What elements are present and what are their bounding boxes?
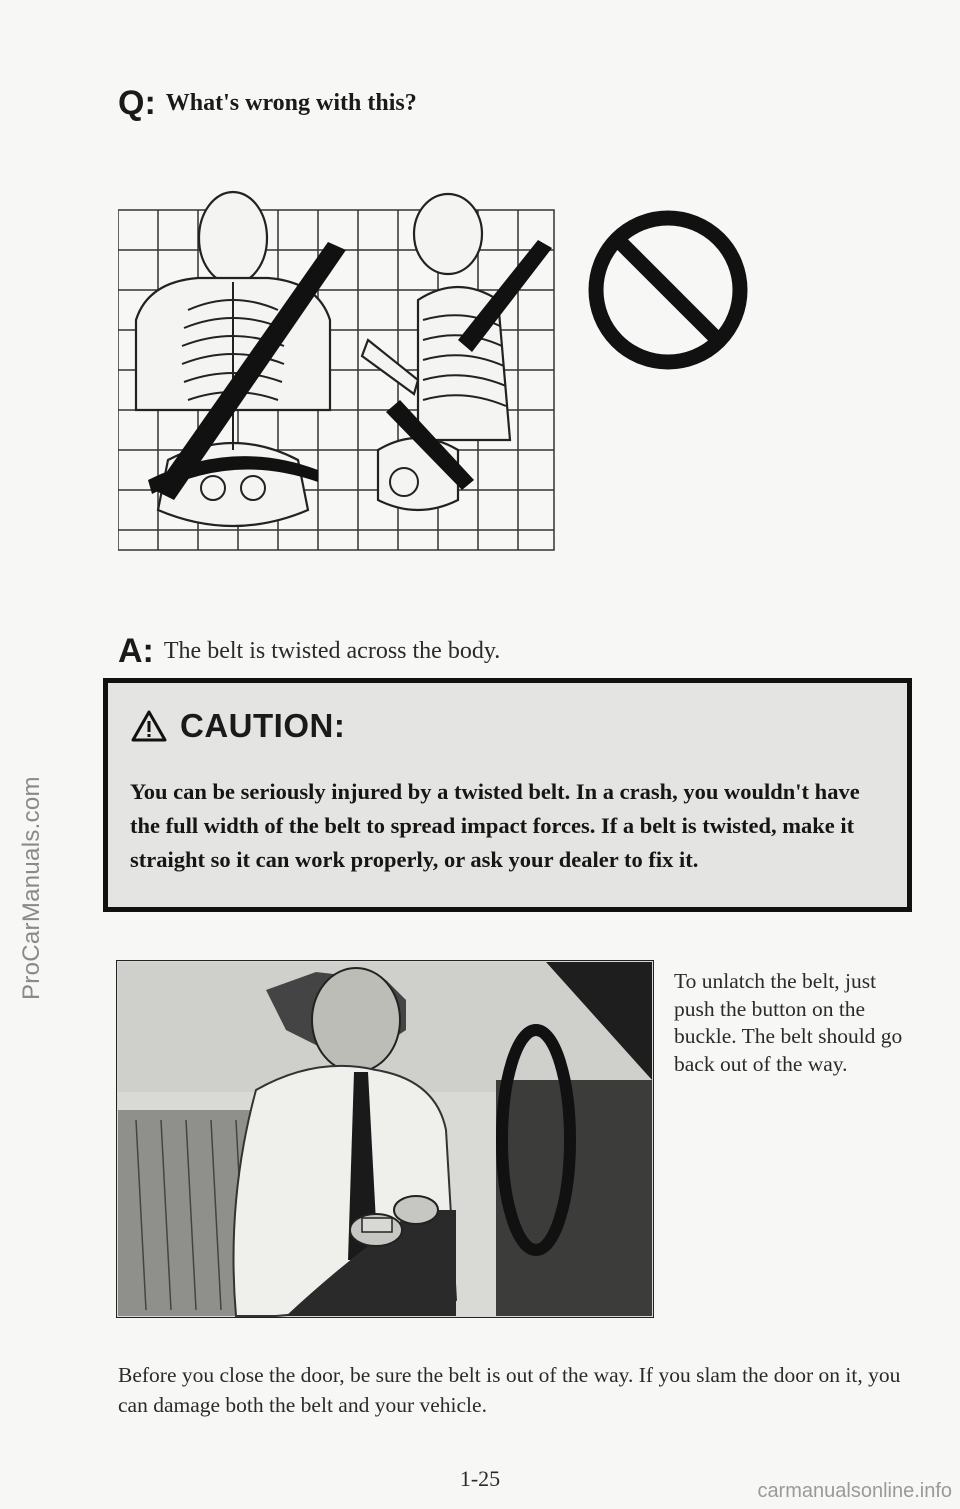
question-text: What's wrong with this? [165, 90, 417, 116]
answer-line [118, 632, 500, 671]
door-warning-text: Before you close the door, be sure the belt is out of the way. If you slam the door on it, you can damage both the belt and your vehicle. [118, 1363, 901, 1417]
answer-text: The belt is twisted across the body. [163, 638, 501, 664]
no-symbol-icon [578, 200, 758, 380]
question-letter: Q: [118, 84, 156, 122]
side-watermark: ProCarManuals.com [18, 776, 45, 1000]
bottom-watermark: carmanualsonline.info [757, 1480, 952, 1502]
caution-text: You can be seriously injured by a twisted belt. In a crash, you wouldn't have the full width of the belt to spread impact forces. If a belt is twisted, make it straight so it can work properly, or ask your dealer to fix it. [130, 779, 860, 872]
twisted-belt-illustration [118, 190, 558, 554]
caution-header [130, 707, 345, 745]
unlatch-instructions: To unlatch the belt, just push the button on the buckle. The belt should go back out of the way. [674, 969, 903, 1076]
question-line [118, 84, 417, 123]
caution-box [103, 678, 912, 912]
unlatch-belt-photo [116, 960, 654, 1318]
caution-triangle-icon [130, 709, 168, 743]
caution-label: CAUTION: [180, 707, 346, 744]
page-number: 1-25 [459, 1466, 501, 1491]
answer-letter: A: [118, 632, 154, 670]
